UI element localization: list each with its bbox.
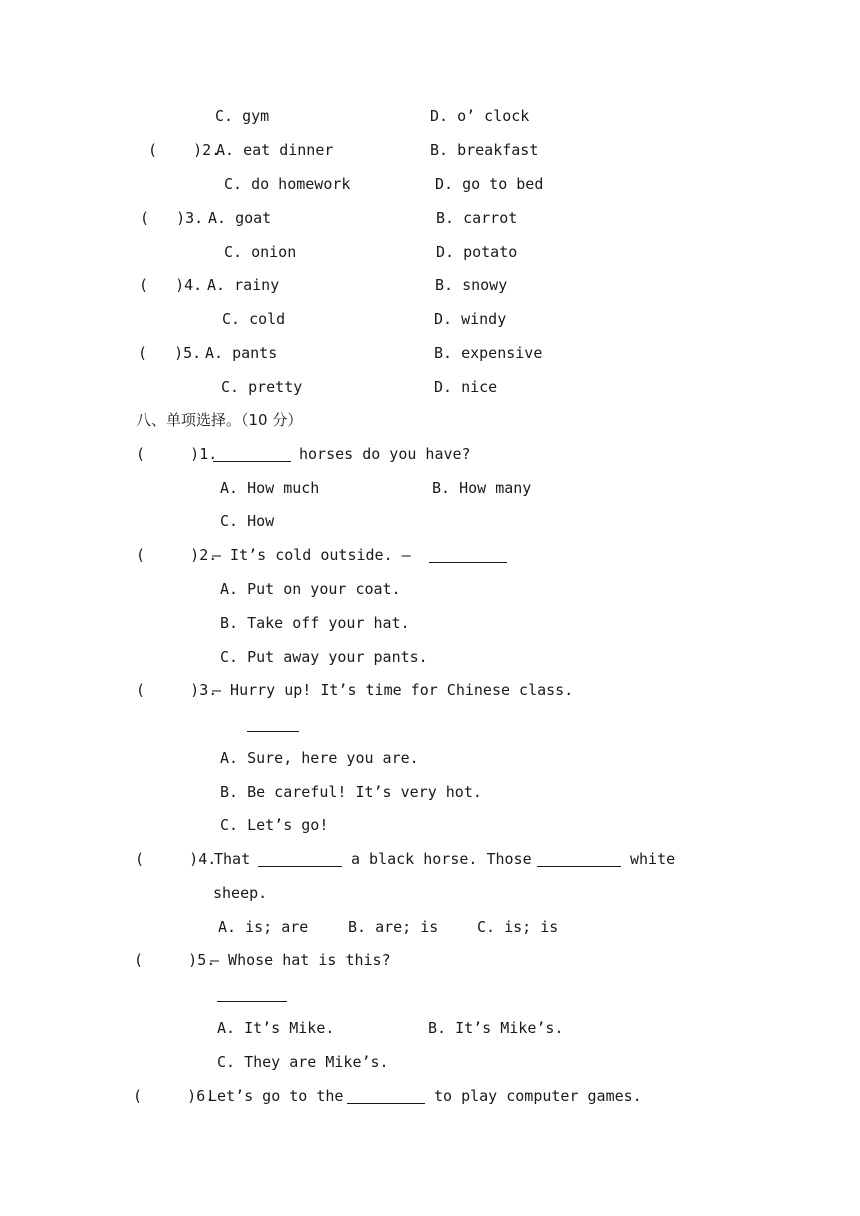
- p8-q4-option-a: A. is; are: [218, 918, 309, 936]
- q2-number: ( )2.: [148, 141, 221, 159]
- q3-option-d: D. potato: [436, 243, 518, 261]
- p8-q4-option-b: B. are; is: [348, 918, 439, 936]
- p8-q6-text-b: to play computer games.: [434, 1087, 642, 1105]
- p8-q3-option-b: B. Be careful! It’s very hot.: [220, 783, 482, 801]
- p8-q5-number: ( )5.: [134, 951, 216, 969]
- q2-option-c: C. do homework: [224, 175, 351, 193]
- p8-q2-blank[interactable]: [429, 548, 507, 563]
- p8-q1-option-a: A. How much: [220, 479, 320, 497]
- q2-option-b: B. breakfast: [430, 141, 539, 159]
- q4-option-b: B. snowy: [435, 276, 508, 294]
- p8-q5-text: — Whose hat is this?: [210, 951, 391, 969]
- p8-q1-option-b: B. How many: [432, 479, 532, 497]
- q3-option-b: B. carrot: [436, 209, 518, 227]
- p8-q5-option-a: A. It’s Mike.: [217, 1019, 335, 1037]
- p8-q4-text-a: That: [214, 850, 251, 868]
- p8-q3-option-c: C. Let’s go!: [220, 816, 329, 834]
- p8-q4-option-c: C. is; is: [477, 918, 559, 936]
- p8-q6-number: ( )6.: [133, 1087, 215, 1105]
- p8-q1-number: ( )1.: [136, 445, 218, 463]
- p8-q4-blank-1[interactable]: [258, 852, 342, 867]
- q2-option-d: D. go to bed: [435, 175, 544, 193]
- p8-q4-text-c: white: [630, 850, 676, 868]
- p8-q4-blank-2[interactable]: [537, 852, 621, 867]
- q4-number: ( )4.: [139, 276, 203, 294]
- p8-q1-blank[interactable]: [213, 447, 291, 462]
- p8-q2-number: ( )2.: [136, 546, 218, 564]
- p8-q2-option-b: B. Take off your hat.: [220, 614, 410, 632]
- q2-option-a: A. eat dinner: [216, 141, 334, 159]
- p8-q5-option-b: B. It’s Mike’s.: [428, 1019, 564, 1037]
- p8-q4-number: ( )4.: [135, 850, 217, 868]
- p8-q1-text: horses do you have?: [299, 445, 471, 463]
- p8-q3-number: ( )3.: [136, 681, 218, 699]
- q5-option-a: A. pants: [205, 344, 278, 362]
- p8-q3-text: — Hurry up! It’s time for Chinese class.: [212, 681, 574, 699]
- q5-option-b: B. expensive: [434, 344, 543, 362]
- p8-q2-text: — It’s cold outside. —: [212, 546, 411, 564]
- q1-option-c: C. gym: [215, 107, 270, 125]
- p8-q2-option-c: C. Put away your pants.: [220, 648, 428, 666]
- p8-q2-option-a: A. Put on your coat.: [220, 580, 401, 598]
- q5-option-d: D. nice: [434, 378, 498, 396]
- p8-q5-blank[interactable]: [217, 987, 287, 1002]
- q4-option-d: D. windy: [434, 310, 507, 328]
- p8-q6-blank[interactable]: [347, 1089, 425, 1104]
- p8-q1-option-c: C. How: [220, 512, 275, 530]
- p8-q5-option-c: C. They are Mike’s.: [217, 1053, 389, 1071]
- q3-number: ( )3.: [140, 209, 204, 227]
- q4-option-c: C. cold: [222, 310, 286, 328]
- p8-q4-text-d: sheep.: [213, 884, 268, 902]
- p8-q6-text-a: Let’s go to the: [208, 1087, 344, 1105]
- q5-number: ( )5.: [138, 344, 202, 362]
- q3-option-c: C. onion: [224, 243, 297, 261]
- p8-q3-option-a: A. Sure, here you are.: [220, 749, 419, 767]
- q5-option-c: C. pretty: [221, 378, 303, 396]
- p8-q4-text-b: a black horse. Those: [351, 850, 532, 868]
- q3-option-a: A. goat: [208, 209, 272, 227]
- p8-q3-blank[interactable]: [247, 717, 299, 732]
- q4-option-a: A. rainy: [207, 276, 280, 294]
- q1-option-d: D. o’ clock: [430, 107, 530, 125]
- section-title: 八、单项选择。（10 分）: [136, 411, 303, 429]
